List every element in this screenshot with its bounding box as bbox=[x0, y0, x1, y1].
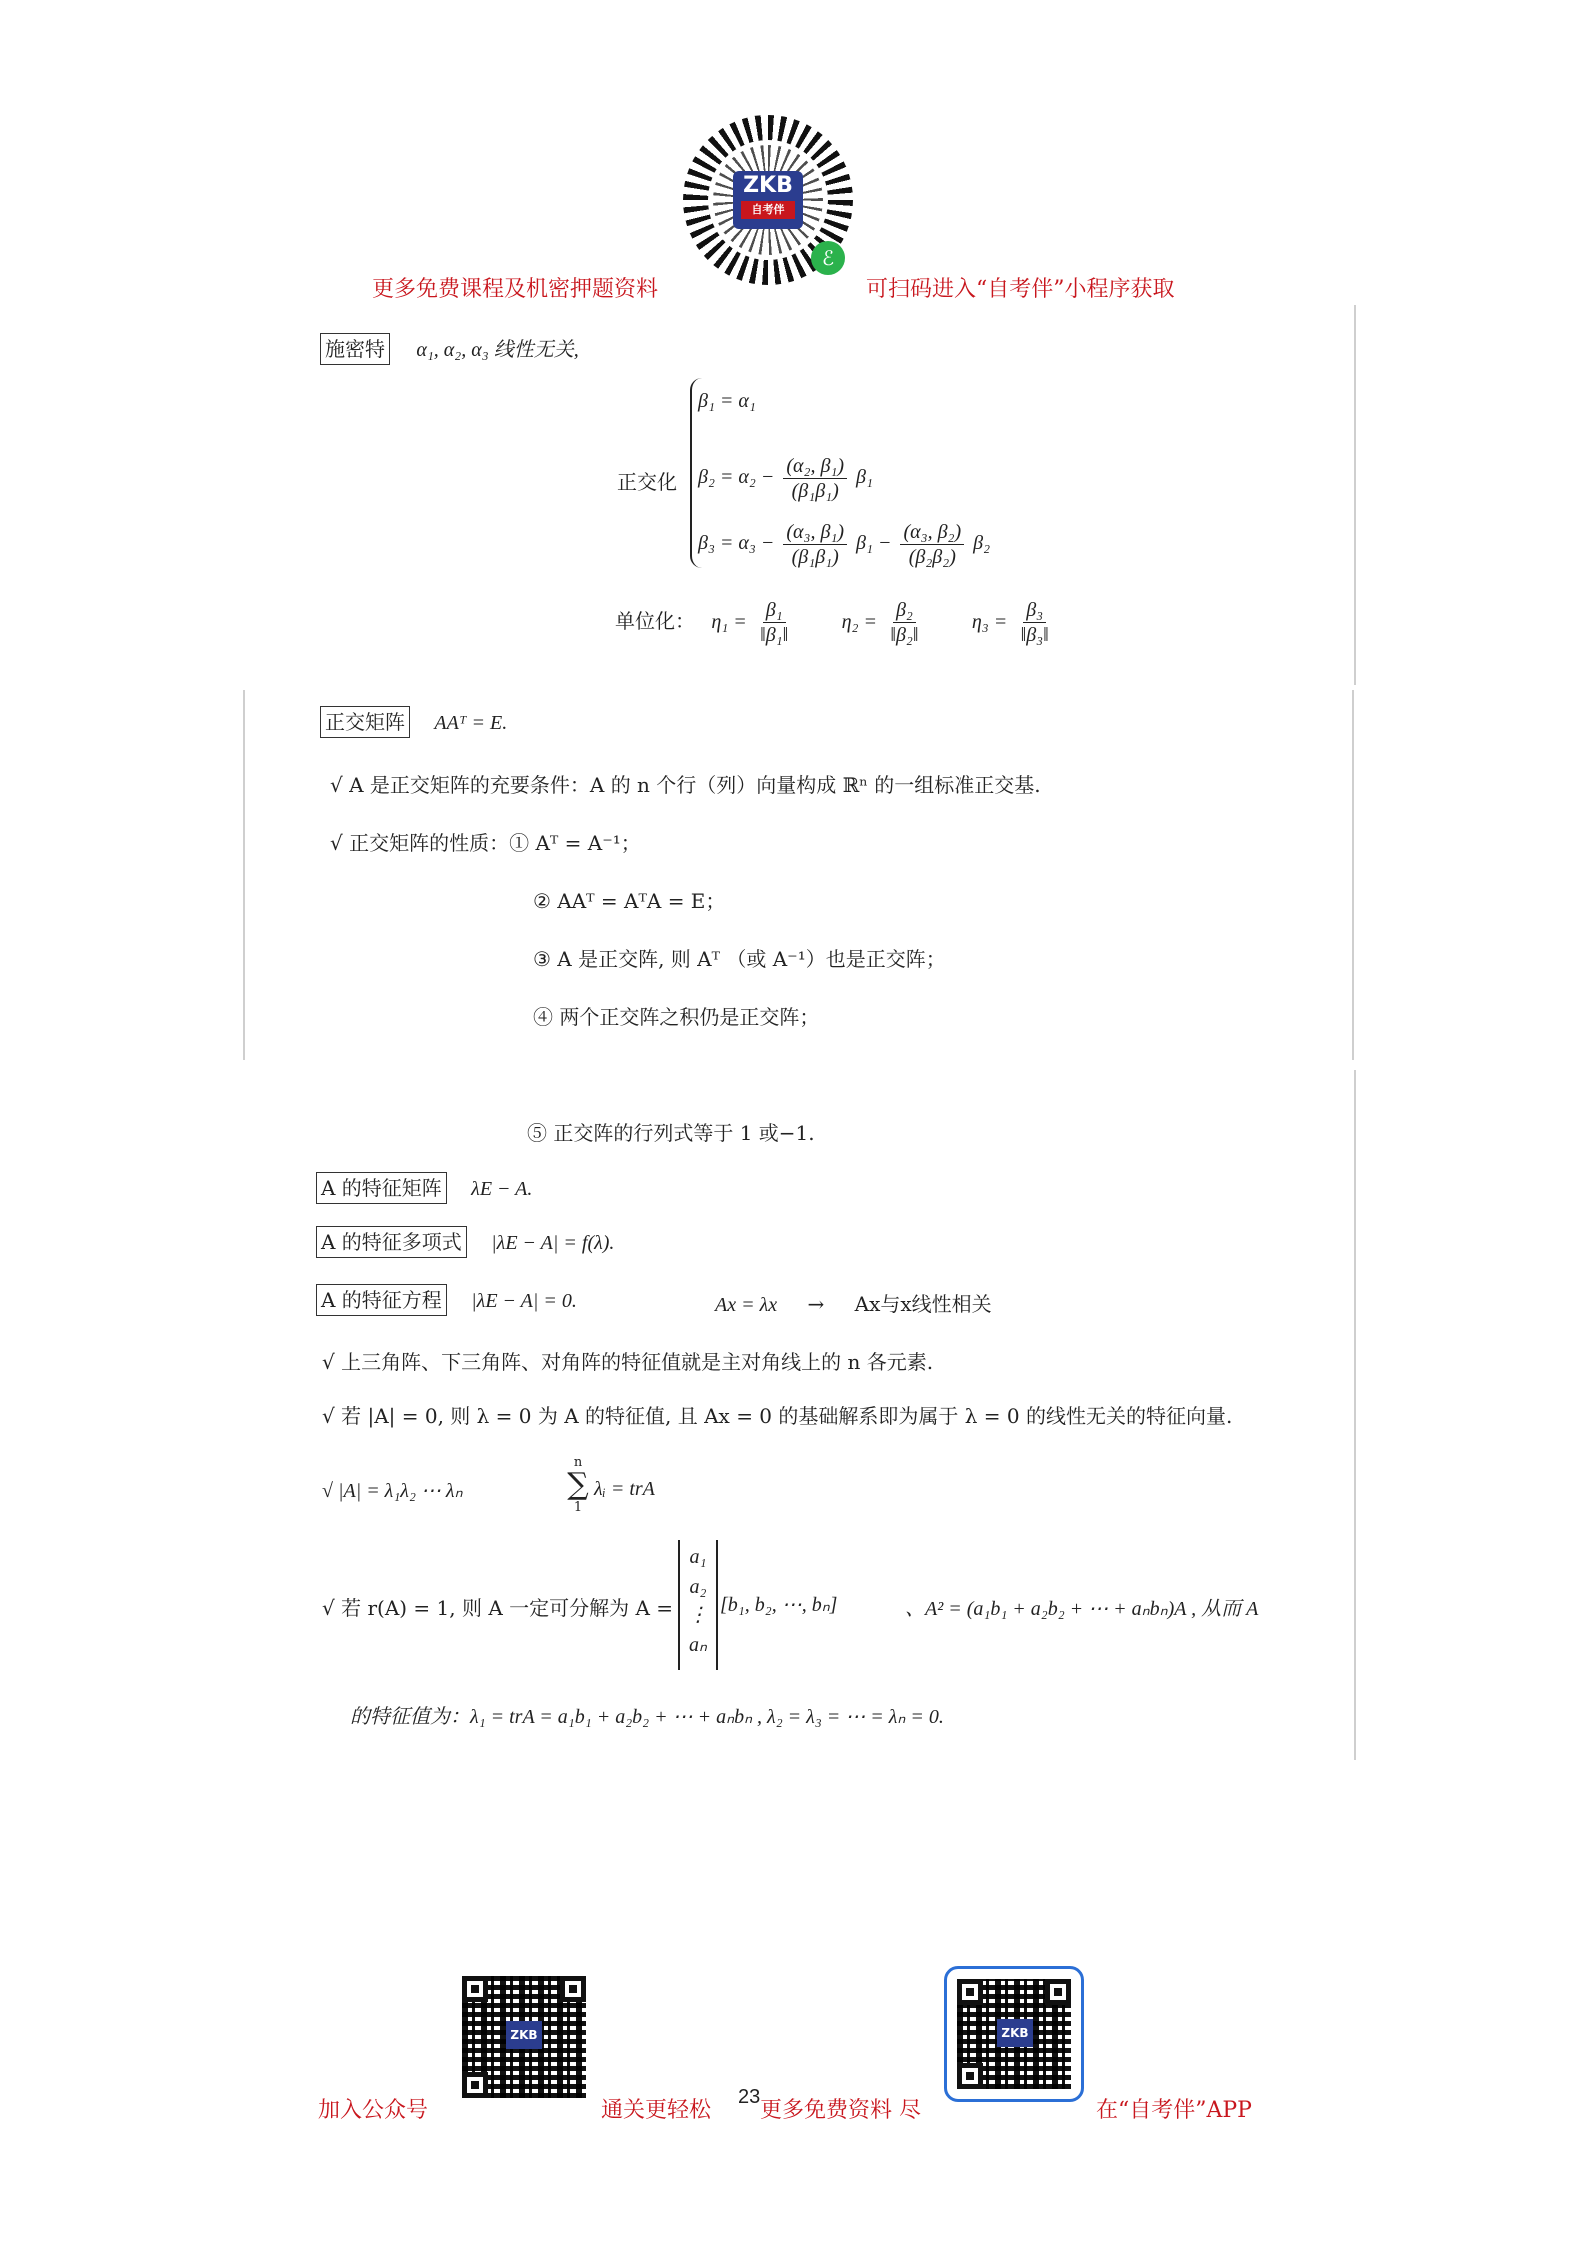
footer-text-1: 加入公众号 bbox=[318, 2098, 429, 2123]
sum-sigma: ∑ bbox=[567, 1467, 589, 1502]
eta1-left: η₁ = bbox=[711, 611, 747, 633]
logo-text: ZKB bbox=[743, 173, 793, 198]
orthogonal-prop-3: ③ A 是正交阵, 则 Aᵀ （或 A⁻¹）也是正交阵； bbox=[533, 947, 946, 971]
orthogonal-def bbox=[320, 706, 507, 738]
orthogonal-eq: AAᵀ = E. bbox=[434, 712, 508, 734]
sum-symbol bbox=[566, 1455, 590, 1515]
col-entry-3: ⋮ bbox=[688, 1604, 708, 1626]
schmidt-lead: α₁, α₂, α₃ 线性无关, bbox=[416, 339, 579, 361]
orthogonal-prop-5: ⑤ 正交阵的行列式等于 1 或−1. bbox=[527, 1121, 815, 1145]
trace-eq: λᵢ = trA bbox=[594, 1478, 655, 1500]
det-product: √ |A| = λ₁λ₂ ⋯ λₙ bbox=[322, 1480, 463, 1502]
beta2-tail: β₁ bbox=[856, 466, 873, 489]
footer-text-4: 在“自考伴”APP bbox=[1096, 2098, 1252, 2123]
eta1-num: β₁ bbox=[763, 598, 786, 623]
col-entry-1: a₁ bbox=[689, 1546, 707, 1568]
col-entry-2: a₂ bbox=[689, 1576, 707, 1598]
beta3-frac1 bbox=[783, 520, 847, 569]
beta3-mid: β₁ − bbox=[856, 532, 892, 555]
eta2-frac bbox=[887, 598, 921, 647]
unit-row bbox=[615, 598, 1056, 647]
beta2-left: β₂ = α₂ − bbox=[698, 466, 775, 489]
orthogonal-prop-2: ② AAᵀ = AᵀA = E； bbox=[533, 889, 726, 913]
wechat-miniprogram-icon: ℰ bbox=[811, 241, 845, 275]
beta2-frac bbox=[783, 454, 847, 503]
logo-subtext: 自考伴 bbox=[741, 201, 795, 219]
beta3-tail: β₂ bbox=[973, 532, 991, 555]
beta2-eq bbox=[698, 454, 873, 503]
eigen-claim-1: √ 上三角阵、下三角阵、对角阵的特征值就是主对角线上的 n 各元素. bbox=[322, 1350, 934, 1374]
eigen-matrix-row bbox=[316, 1172, 532, 1204]
orthogonal-prop-4: ④ 两个正交阵之积仍是正交阵； bbox=[533, 1005, 820, 1029]
beta3-den1: (β₁β₁) bbox=[791, 546, 839, 568]
beta3-num2: (α₃, β₂) bbox=[900, 520, 964, 545]
eta3-num: β₃ bbox=[1023, 598, 1046, 623]
orthogonal-condition: √ A 是正交矩阵的充要条件：A 的 n 个行（列）向量构成 ℝⁿ 的一组标准正交基. bbox=[330, 773, 1041, 797]
beta3-frac2 bbox=[900, 520, 964, 569]
eta2-num: β₂ bbox=[893, 598, 916, 623]
eigen-claim-2: √ 若 |A| = 0, 则 λ = 0 为 A 的特征值, 且 Ax = 0 的基础解系即为属于 λ = 0 的线性无关的特征向量. bbox=[322, 1404, 1233, 1428]
official-account-qr bbox=[462, 1976, 586, 2098]
a-squared-eq: 、A² = (a₁b₁ + a₂b₂ + ⋯ + aₙbₙ)A , 从而 A bbox=[905, 1598, 1259, 1620]
footer-text-2: 通关更轻松 bbox=[601, 2098, 712, 2123]
eigenvalues-line: 的特征值为：λ₁ = trA = a₁b₁ + a₂b₂ + ⋯ + aₙbₙ , λ₂ = λ₃ = ⋯ = λₙ = 0. bbox=[350, 1706, 944, 1728]
header-left-text: 更多免费课程及机密押题资料 bbox=[372, 277, 659, 302]
orthogonal-label: 正交矩阵 bbox=[320, 706, 410, 738]
scan-edge bbox=[243, 690, 245, 1060]
eigen-matrix-def: λE − A. bbox=[471, 1178, 533, 1200]
relation-right: Ax与x线性相关 bbox=[854, 1292, 992, 1316]
qr-logo: ZKB bbox=[506, 2021, 542, 2049]
unit-label: 单位化： bbox=[615, 609, 695, 633]
beta2-den: (β₁β₁) bbox=[791, 480, 839, 502]
orthogonal-prop-head: √ 正交矩阵的性质：① Aᵀ = A⁻¹； bbox=[330, 831, 641, 855]
eigen-eq-label: A 的特征方程 bbox=[316, 1284, 447, 1316]
footer-text-3: 更多免费资料 尽 bbox=[760, 2098, 921, 2123]
row-vector: [b₁, b₂, ⋯, bₙ] bbox=[720, 1594, 838, 1616]
app-qr bbox=[944, 1966, 1084, 2102]
orth-label: 正交化 bbox=[617, 470, 677, 494]
eigen-poly-label: A 的特征多项式 bbox=[316, 1226, 467, 1258]
scan-edge bbox=[1354, 305, 1356, 685]
eta2-left: η₂ = bbox=[841, 611, 877, 633]
eta3-den: ‖β₃‖ bbox=[1020, 624, 1049, 646]
beta3-den2: (β₂β₂) bbox=[908, 546, 956, 568]
sum-bottom: 1 bbox=[573, 1500, 583, 1515]
column-vector bbox=[678, 1540, 718, 1670]
arrow-icon: → bbox=[807, 1292, 825, 1316]
qr-logo: ZKB bbox=[997, 2019, 1033, 2047]
eigen-poly-def: |λE − A| = f(λ). bbox=[491, 1232, 615, 1254]
eigen-claim-4: √ 若 r(A) = 1, 则 A 一定可分解为 A = bbox=[322, 1596, 674, 1620]
page-number: 23 bbox=[738, 2086, 761, 2108]
eigen-poly-row bbox=[316, 1226, 614, 1258]
schmidt-section bbox=[320, 333, 579, 365]
eta1-frac bbox=[757, 598, 791, 647]
relation-left: Ax = λx bbox=[715, 1294, 778, 1316]
eta1-den: ‖β₁‖ bbox=[760, 624, 789, 646]
col-entry-4: aₙ bbox=[689, 1634, 707, 1656]
beta3-left: β₃ = α₃ − bbox=[698, 532, 775, 555]
scan-edge bbox=[1352, 690, 1354, 1060]
mini-program-code bbox=[683, 115, 853, 285]
eigen-claim-3 bbox=[322, 1478, 463, 1503]
beta3-num1: (α₃, β₁) bbox=[783, 520, 847, 545]
beta1-eq: β₁ = α₁ bbox=[698, 390, 756, 412]
scan-edge bbox=[1354, 1070, 1356, 1760]
eta3-left: η₃ = bbox=[971, 611, 1008, 633]
zkb-logo bbox=[733, 171, 803, 229]
beta3-eq bbox=[698, 520, 990, 569]
eta2-den: ‖β₂‖ bbox=[890, 624, 919, 646]
sum-top: n bbox=[573, 1455, 583, 1470]
eigen-eq-def: |λE − A| = 0. bbox=[471, 1290, 577, 1312]
eigen-relation bbox=[715, 1288, 992, 1317]
header-right-text: 可扫码进入“自考伴”小程序获取 bbox=[866, 277, 1175, 302]
beta2-num: (α₂, β₁) bbox=[783, 454, 847, 479]
eta3-frac bbox=[1018, 598, 1052, 647]
eigen-eq-row bbox=[316, 1284, 577, 1316]
schmidt-label: 施密特 bbox=[320, 333, 390, 365]
eigen-matrix-label: A 的特征矩阵 bbox=[316, 1172, 447, 1204]
